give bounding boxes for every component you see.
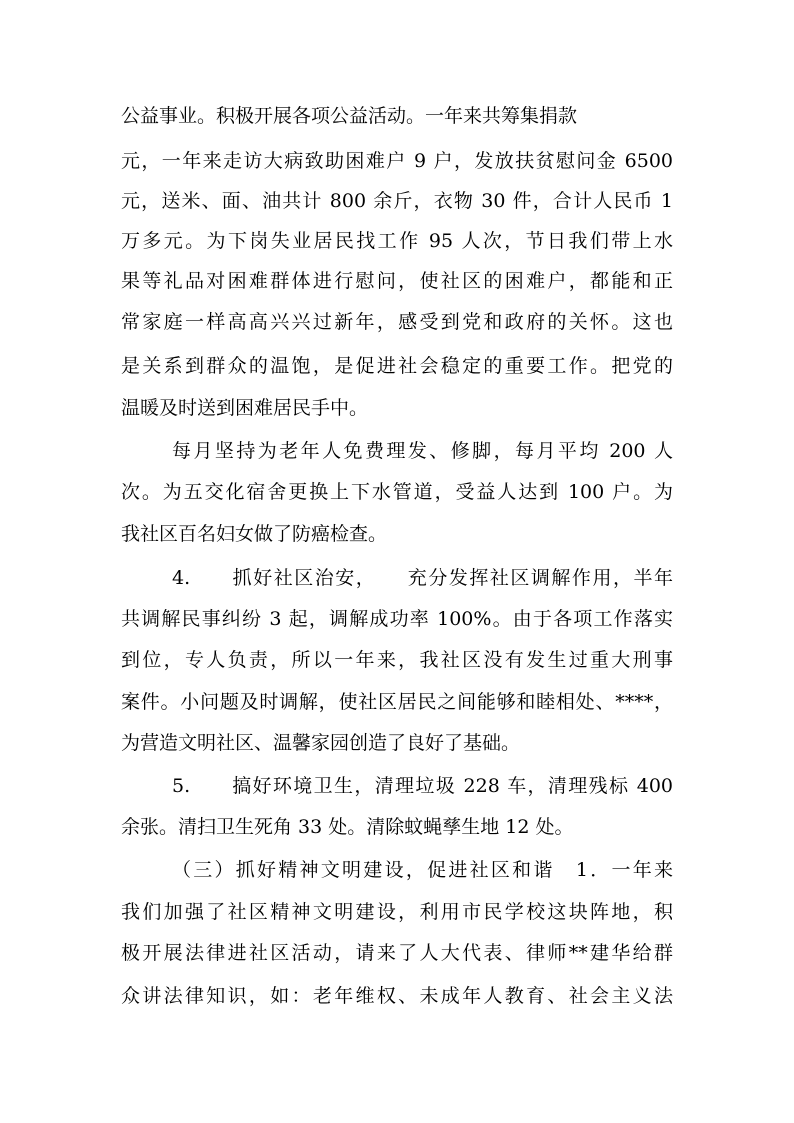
text-line: 共调解民事纠纷 3 起，调解成功率 100%。由于各项工作落实 (121, 608, 673, 630)
text-line: 为营造文明社区、温馨家园创造了良好了基础。 (121, 732, 521, 754)
numbered-item-4: 4. 抓好社区治安， 充分发挥社区调解作用，半年 (172, 567, 673, 589)
paragraph-first-line: 每月坚持为老年人免费理发、修脚，每月平均 200 人 (172, 440, 673, 462)
numbered-item-5: 5. 搞好环境卫生，清理垃圾 228 车，清理残标 400 (172, 775, 673, 797)
section-heading: （三）抓好精神文明建设，促进社区和谐 1．一年来 (172, 859, 673, 881)
text-line: 极开展法律进社区活动，请来了人大代表、律师**建华给群 (121, 942, 673, 964)
text-line: 余张。清扫卫生死角 33 处。清除蚊蝇孳生地 12 处。 (121, 816, 574, 838)
text-line: 元，一年来走访大病致助困难户 9 户，发放扶贫慰问金 6500 (121, 150, 673, 172)
text-line: 是关系到群众的温饱，是促进社会稳定的重要工作。把党的 (121, 355, 673, 377)
text-line: 公益事业。积极开展各项公益活动。一年来共筹集捐款 (121, 105, 578, 127)
text-line: 元，送米、面、油共计 800 余斤，衣物 30 件，合计人民币 1 (121, 190, 673, 212)
text-line: 到位，专人负责，所以一年来，我社区没有发生过重大刑事 (121, 649, 673, 671)
text-line: 果等礼品对困难群体进行慰问，使社区的困难户，都能和正 (121, 270, 673, 292)
text-line: 我们加强了社区精神文明建设，利用市民学校这块阵地，积 (121, 901, 673, 923)
text-line: 万多元。为下岗失业居民找工作 95 人次，节日我们带上水 (121, 230, 673, 252)
text-line: 案件。小问题及时调解，使社区居民之间能够和睦相处、****， (121, 691, 673, 713)
text-line: 我社区百名妇女做了防癌检查。 (121, 523, 388, 545)
text-line: 温暖及时送到困难居民手中。 (121, 397, 369, 419)
text-line: 次。为五交化宿舍更换上下水管道，受益人达到 100 户。为 (121, 481, 673, 503)
text-line: 常家庭一样高高兴兴过新年，感受到党和政府的关怀。这也 (121, 311, 673, 333)
text-line: 众讲法律知识，如：老年维权、未成年人教育、社会主义法 (121, 985, 673, 1007)
